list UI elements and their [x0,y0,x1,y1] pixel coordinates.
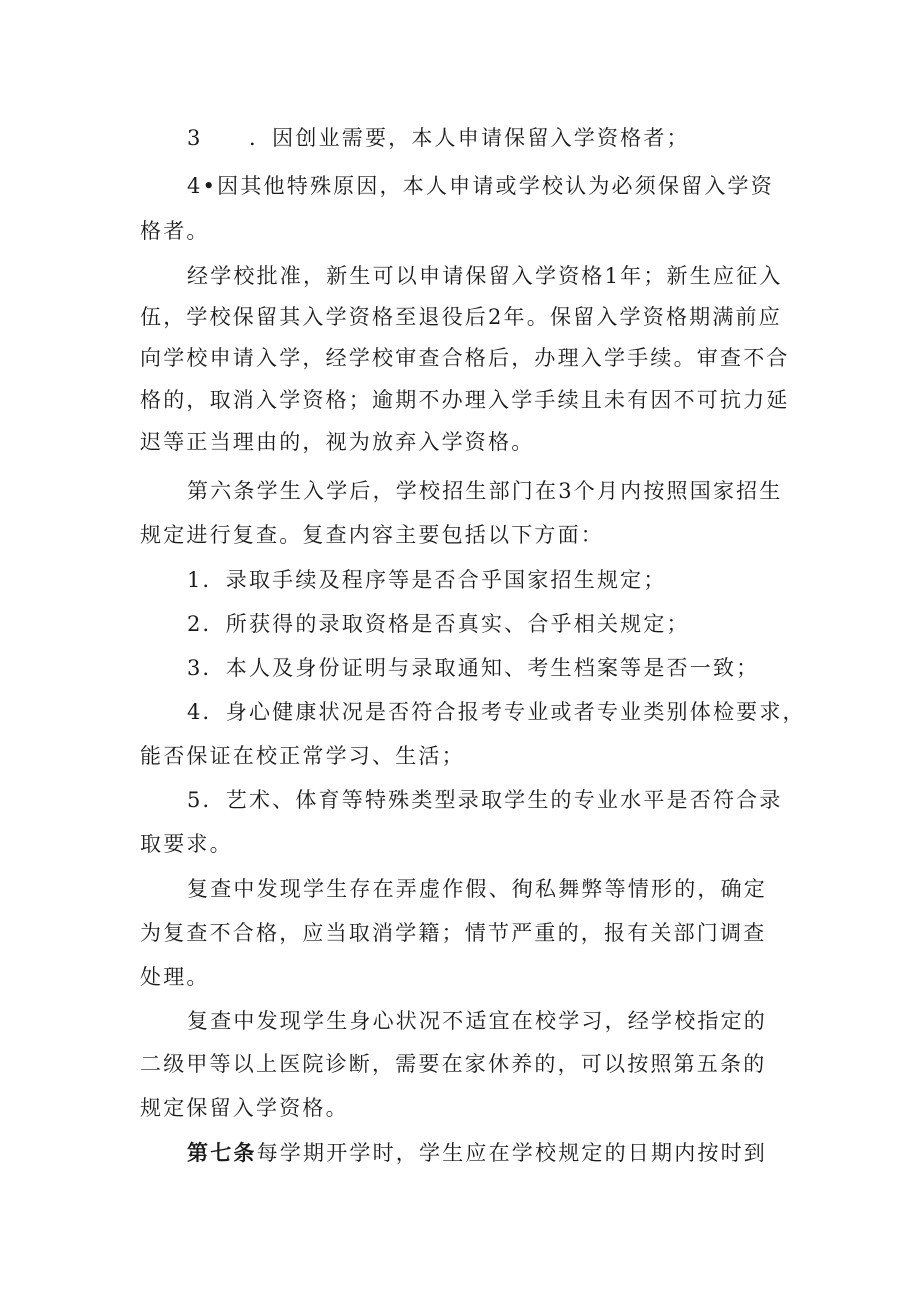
text-line-12: 2．所获得的录取资格是否真实、合乎相关规定； [187,612,690,636]
text-line-15: 能否保证在校正常学习、生活； [140,744,465,768]
text-line-13: 3．本人及身份证明与录取通知、考生档案等是否一致； [187,656,760,680]
text-line-21: 复查中发现学生身心状况不适宜在校学习，经学校指定的 [187,1009,767,1033]
text-line-14: 4．身心健康状况是否符合报考专业或者专业类别体检要求， [187,700,806,724]
text-line-19: 为复查不合格，应当取消学籍；情节严重的，报有关部门调查 [140,921,767,945]
text-line-18: 复查中发现学生存在弄虚作假、徇私舞弊等情形的，确定 [187,877,767,901]
article-heading: 第七条 [187,1140,257,1165]
text-line-6: 向学校申请入学，经学校审查合格后，办理入学手续。审查不合 [140,346,790,370]
text-line-22: 二级甲等以上医院诊断，需要在家休养的，可以按照第五条的 [140,1052,767,1076]
text-line-24 [187,1138,767,1168]
text-line-20: 处理。 [140,965,210,989]
text-line-4: 经学校批准，新生可以申请保留入学资格1年；新生应征入 [187,264,783,288]
text-line-1: 3 ．因创业需要，本人申请保留入学资格者； [187,126,690,150]
text-line-3: 格者。 [140,219,210,243]
text-line-16: 5．艺术、体育等特殊类型录取学生的专业水平是否符合录 [187,788,783,812]
text-line-10: 规定进行复查。复查内容主要包括以下方面： [140,523,604,547]
text-line-23: 规定保留入学资格。 [140,1096,349,1120]
text-line-7: 格的，取消入学资格；逾期不办理入学手续且未有因不可抗力延 [140,388,790,412]
text-line-2: 4•因其他特殊原因，本人申请或学校认为必须保留入学资 [187,174,774,198]
text-line-5: 伍，学校保留其入学资格至退役后2年。保留入学资格期满前应 [140,305,782,329]
text-line-11: 1．录取手续及程序等是否合乎国家招生规定； [187,568,667,592]
text-line-17: 取要求。 [140,832,233,856]
text-line-8: 迟等正当理由的，视为放弃入学资格。 [140,430,535,454]
text-line-9: 第六条学生入学后，学校招生部门在3个月内按照国家招生 [187,479,783,503]
article-text: 每学期开学时，学生应在学校规定的日期内按时到 [256,1141,768,1165]
